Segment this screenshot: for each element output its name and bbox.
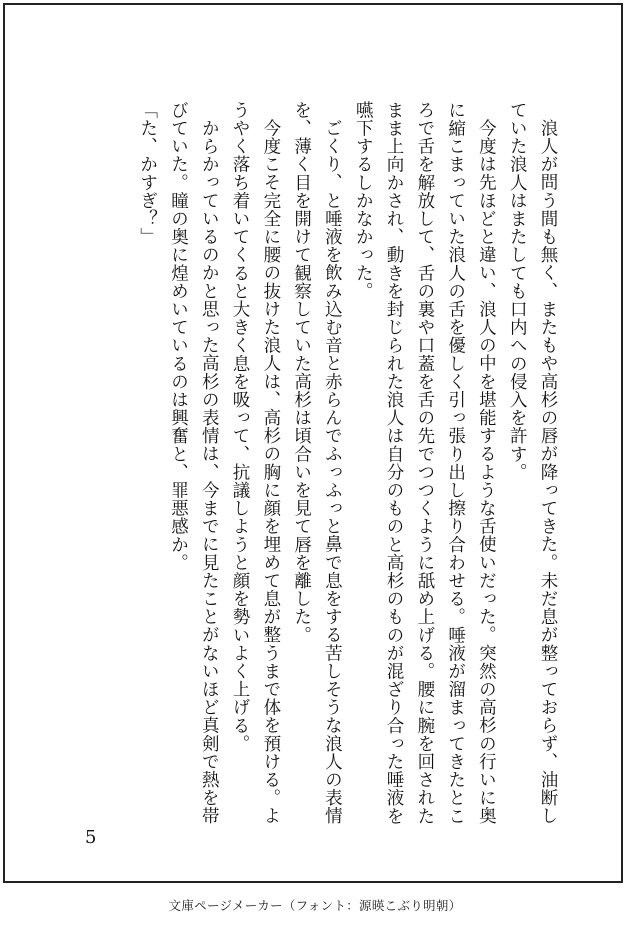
- paragraph: ごくり、と唾液を飲み込む音と赤らんでふっふっと鼻で息をする苦しそうな浪人の表情を、薄く目を開けて観察していた高杉は頃合いを見て唇を離した。: [291, 101, 343, 825]
- vertical-text-body: [132, 101, 563, 841]
- paragraph-dialogue: 「た、かすぎ？」: [137, 101, 158, 246]
- book-page: [3, 3, 623, 883]
- paragraph: からかっているのかと思った高杉の表情は、今までに見たことがないほど真剣で熱を帯びていた。瞳の奥に煌めいているのは興奮と、罪悪感か。: [168, 101, 220, 825]
- paragraph: 浪人が問う間も無く、またもや高杉の唇が降ってきた。未だ息が整っておらず、油断していた浪人はまたしても口内への侵入を許す。: [507, 101, 558, 825]
- footer-caption: 文庫ページメーカー（フォント：源暎こぶり明朝）: [168, 898, 462, 913]
- paragraph: 今度こそ完全に腰の抜けた浪人は、高杉の胸に顔を埋めて息が整うまで体を預ける。ようやく落ち着いてくると大きく息を吸って、抗議しようと顔を勢いよく上げる。: [230, 101, 281, 825]
- paragraph: 今度は先ほどと違い、浪人の中を堪能するような舌使いだった。突然の高杉の行いに奥に縮こまっていた浪人の舌を優しく引っ張り出し擦り合わせる。唾液が溜まってきたところで舌を解放して、舌の裏や口蓋を舌の先でつつくように舐め上げる。腰に腕を回されたまま上向かされ、動きを封じられた浪人は自分のものと高杉のものが混ざり合った唾液を嚥下するしかなかった。: [353, 101, 497, 825]
- page-number: 5: [85, 827, 97, 848]
